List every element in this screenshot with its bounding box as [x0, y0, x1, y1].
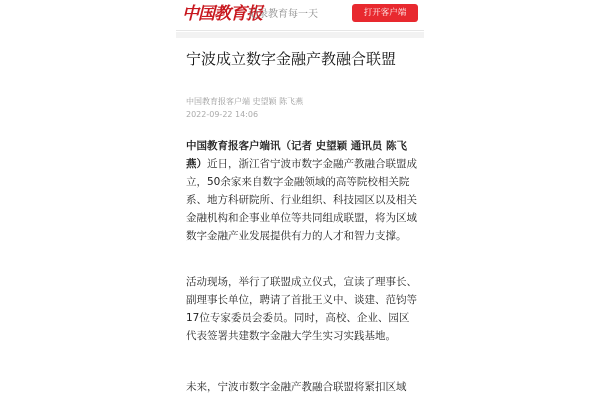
slogan: 记录教育每一天	[248, 9, 318, 20]
paragraph-body: 近日，浙江省宁波市数字金融产教融合联盟成立，50余家来自数字金融领域的高等院校相关院系、地方科研院所、行业组织、科技园区以及相关金融机构和企事业单位等共同组成联盟，将为区域数字金融产业发展提供有力的人才和智力支撑。	[186, 158, 417, 242]
article-title: 宁波成立数字金融产教融合联盟	[186, 50, 397, 68]
newspaper-logo[interactable]: 中国教育报	[182, 4, 262, 24]
article-paragraph-2: 活动现场，举行了联盟成立仪式，宣读了理事长、副理事长单位，聘请了首批王义中、谈建、范钧等17位专家委员会委员。同时，高校、企业、园区代表签署共建数字金融大学生实习实践基地。	[186, 276, 417, 342]
article-paragraph-3: 未来，宁波市数字金融产教融合联盟将紧扣区域	[186, 381, 407, 393]
open-app-button[interactable]: 打开客户端	[352, 4, 418, 22]
divider	[176, 32, 424, 38]
article-paragraph-1	[186, 137, 418, 245]
article-datetime: 2022-09-22 14:06	[186, 110, 259, 119]
paragraph-lead: 中国教育报客户端讯（记者 史望颖 通讯员 陈飞燕）	[186, 140, 407, 170]
article-source: 中国教育报客户端 史望颖 陈飞燕	[186, 97, 304, 106]
article-page	[176, 0, 424, 400]
top-bar	[176, 0, 424, 31]
